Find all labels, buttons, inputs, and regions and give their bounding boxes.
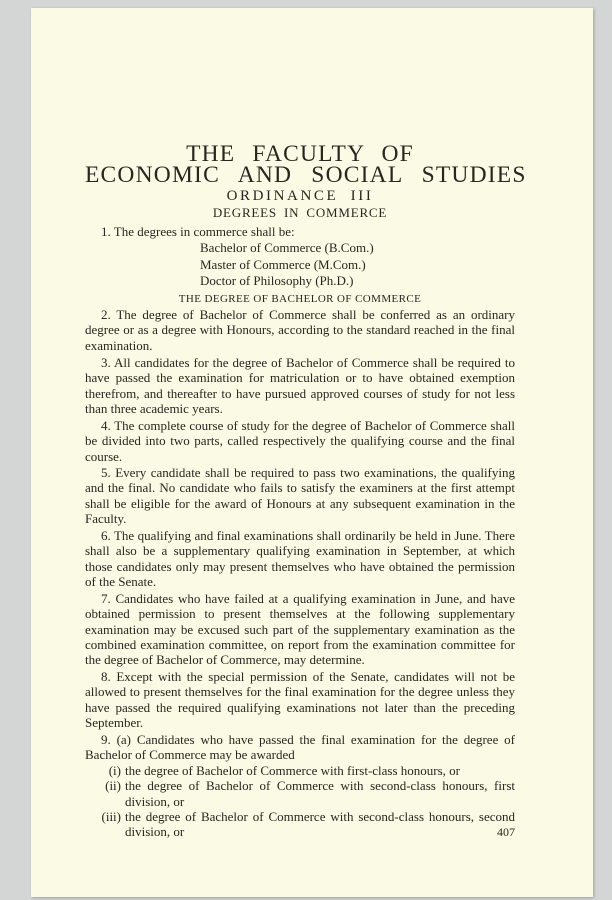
honours-item-text: the degree of Bachelor of Commerce with second-class honours, first division, or	[125, 778, 515, 809]
honours-item-number: (i)	[108, 763, 121, 778]
paragraph-1-text: 1. The degrees in commerce shall be:	[101, 224, 295, 239]
paragraph-text: 7. Candidates who have failed at a qualifying examination in June, and have obtained permission to present themselves at the following supplementary examination may be excused such part of the supplementary examination as the combined examination committee, on report from the examination committee for the degree of Bachelor of Commerce, may determine.	[85, 591, 515, 668]
degree-list	[200, 240, 374, 290]
degree-item: Master of Commerce (M.Com.)	[200, 256, 366, 272]
honours-item	[99, 763, 515, 778]
faculty-title-line-1: THE FACULTY OF	[186, 141, 414, 167]
paragraph-5	[85, 465, 515, 526]
paragraph-text: 2. The degree of Bachelor of Commerce shall be conferred as an ordinary degree or as a degree with Honours, according to the standard reached in the final examination.	[85, 307, 515, 353]
paragraph-2	[85, 307, 515, 353]
faculty-title-line-2: ECONOMIC AND SOCIAL STUDIES	[85, 162, 527, 188]
degree-item: Bachelor of Commerce (B.Com.)	[200, 240, 374, 255]
paragraph-7	[85, 591, 515, 667]
paragraph-8	[85, 669, 515, 730]
page-number: 407	[497, 825, 515, 839]
section-heading: THE DEGREE OF BACHELOR OF COMMERCE	[178, 293, 422, 305]
honours-item-number: (iii)	[101, 808, 121, 824]
ordinance-heading: ORDINANCE III	[226, 188, 374, 204]
paragraph-text: 9. (a) Candidates who have passed the final examination for the degree of Bachelor of Commerce may be awarded	[85, 732, 515, 763]
paragraph-3	[85, 355, 515, 416]
paragraph-9	[85, 732, 515, 763]
honours-item-number: (ii)	[105, 778, 121, 794]
document-page	[31, 8, 593, 897]
paragraph-1	[85, 224, 515, 239]
paragraph-text: 3. All candidates for the degree of Bachelor of Commerce shall be required to have passed the examination for matriculation or to have obtained exemption therefrom, and thereafter to have pursued approved courses of study for not less than three academic years.	[85, 355, 515, 416]
paragraph-text: 4. The complete course of study for the degree of Bachelor of Commerce shall be divided into two parts, called respectively the qualifying course and the final course.	[85, 418, 515, 464]
honours-item	[99, 778, 515, 809]
paragraph-text: 5. Every candidate shall be required to pass two examinations, the qualifying and the final. No candidate who fails to satisfy the examiners at the first attempt shall be eligible for the award of Honours at any subsequent examination in the Faculty.	[85, 465, 515, 526]
honours-item	[99, 809, 515, 840]
honours-item-text: the degree of Bachelor of Commerce with second-class honours, second division, or	[125, 808, 515, 840]
paragraph-4	[85, 418, 515, 464]
paragraph-text: 6. The qualifying and final examinations shall ordinarily be held in June. There shall also be a supplementary qualifying examination in September, at which those candidates only may present themselves who have obtained the permission of the Senate.	[85, 528, 515, 589]
degree-item: Doctor of Philosophy (Ph.D.)	[200, 273, 354, 288]
honours-list	[99, 763, 515, 839]
paragraph-text: 8. Except with the special permission of the Senate, candidates will not be allowed to present themselves for the final examination for the degree unless they have passed the required qualifying examinations not later than the preceding September.	[85, 669, 515, 730]
degrees-subtitle: DEGREES IN COMMERCE	[212, 205, 388, 220]
honours-item-text: the degree of Bachelor of Commerce with first-class honours, or	[125, 763, 461, 778]
paragraph-6	[85, 528, 515, 589]
